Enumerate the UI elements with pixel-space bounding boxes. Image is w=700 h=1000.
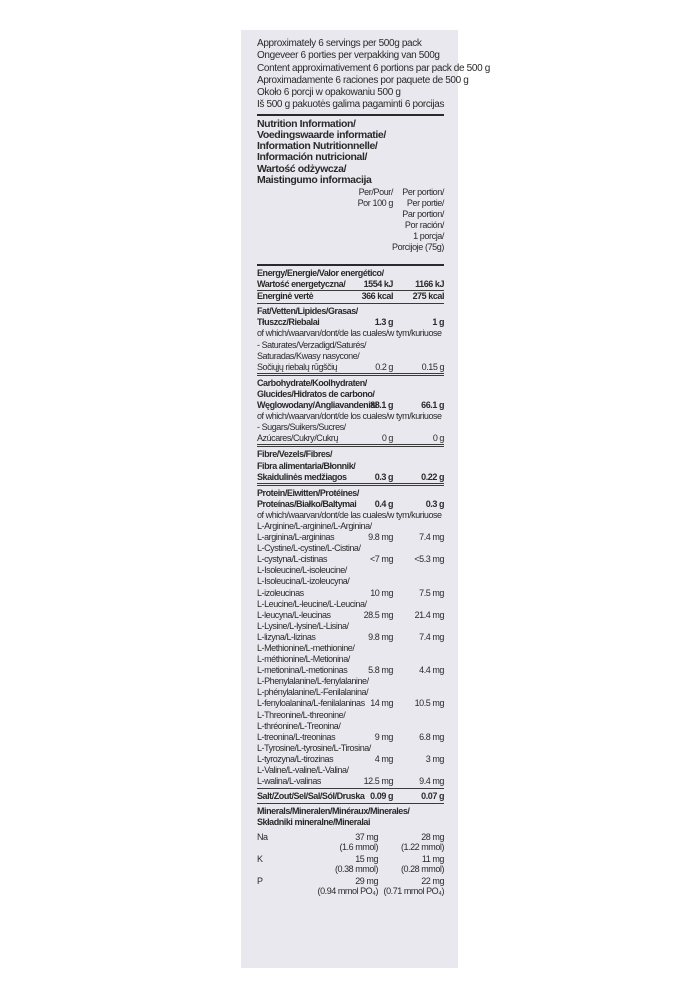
nutrient-label: of which/waarvan/dont/de las cuales/w tym/kuriuose [257, 509, 442, 520]
nutrient-label: Proteínas/Białko/Baltymai [257, 498, 357, 509]
nutrient-label: L-Arginine/L-arginine/L-Arginina/ [257, 520, 372, 531]
minerals-header-line: Minerals/Mineralen/Minéraux/Minerales/ [257, 806, 410, 817]
nutrient-row [257, 610, 444, 621]
nutrient-label: Glucides/Hidratos de carbono/ [257, 388, 375, 399]
per-portion-value: 7.5 mg [419, 587, 444, 598]
nutrient-label: - Saturates/Verzadigd/Saturés/ [257, 339, 367, 350]
nutrient-row [257, 532, 444, 543]
nutrient-row [257, 588, 444, 599]
nutrient-row [257, 698, 444, 709]
nutrient-label: Węglowodany/Angliavandeniai [257, 400, 377, 411]
nutrient-label: L-Isoleucina/L-izoleucyna/ [257, 576, 350, 587]
nutrient-row [257, 576, 444, 587]
nutrient-section [257, 303, 444, 375]
per-100g-value: 88.1 g [370, 400, 393, 411]
nutrient-label: of which/waarvan/dont/de los cuales/w tym/kuriuose [257, 411, 442, 422]
minerals-header-line: Składniki mineralne/Mineralai [257, 817, 370, 828]
per-portion-value: 22 mg [421, 875, 444, 886]
nutrient-row [257, 340, 444, 351]
per-100g-value: 0.09 g [370, 791, 393, 802]
minerals-section [257, 803, 444, 898]
nutrient-table [257, 264, 444, 803]
nutrient-row [257, 461, 444, 472]
per-100g-value: 28.5 mg [363, 609, 393, 620]
per-portion-mmol: (0.71 mmol PO₄) [383, 886, 444, 897]
nutrient-label: L-tyrozyna/L-tirozinas [257, 753, 334, 764]
servings-line: Content approximativement 6 portions par pack de 500 g [257, 62, 490, 74]
title-line: Nutrition Information/ [257, 117, 356, 130]
per-portion-value: 28 mg [421, 831, 444, 842]
per-100g-mmol: (1.6 mmol) [339, 842, 378, 853]
nutrient-row [257, 317, 444, 328]
mineral-row [257, 832, 444, 853]
nutrient-row [257, 721, 444, 732]
nutrient-label: Sočiųjų riebalų rūgščių [257, 362, 444, 374]
mineral-line [257, 854, 444, 865]
per-100g-value: 37 mg [355, 831, 378, 842]
nutrient-row [257, 389, 444, 400]
nutrient-section [257, 485, 444, 789]
nutrient-label: Fibre/Vezels/Fibres/ [257, 449, 333, 460]
nutrient-row [257, 665, 444, 676]
nutrient-section [257, 788, 444, 803]
per-100g-value: <7 mg [369, 554, 393, 565]
nutrient-row [257, 521, 444, 532]
per-100g-value: 4 mg [374, 753, 393, 764]
nutrient-label: L-Methionine/L-methionine/ [257, 643, 355, 653]
servings-line: Iš 500 g pakuotės galima pagaminti 6 porcijas [257, 99, 445, 111]
per-100g-value: 10 mg [370, 587, 393, 598]
nutrition-title [257, 119, 444, 186]
per-100g-value: 9.8 mg [368, 532, 393, 543]
per-portion-header [384, 187, 444, 253]
nutrient-row [257, 743, 444, 754]
mineral-line [257, 876, 444, 887]
per-portion-value: 66.1 g [421, 400, 444, 411]
per-portion-value: <5.3 mg [414, 554, 444, 565]
nutrient-label: L-walina/L-valinas [257, 776, 321, 787]
column-header-line: Por ración/ [404, 220, 444, 230]
nutrient-row [257, 433, 444, 445]
nutrient-row [257, 565, 444, 576]
per-portion-value: 0 g [382, 433, 444, 445]
per-100g-value: 29 mg [355, 875, 378, 886]
nutrient-row [257, 279, 444, 291]
nutrient-label: L-metionina/L-metioninas [257, 665, 348, 676]
mineral-label: P [257, 875, 263, 886]
nutrient-row [257, 632, 444, 643]
nutrient-row [257, 543, 444, 554]
nutrient-label: - Sugars/Suikers/Sucres/ [257, 422, 346, 433]
nutrient-section [257, 264, 444, 303]
nutrient-label: L-thréonine/L-Treonina/ [257, 720, 341, 731]
per-portion-value: 275 kcal [412, 291, 444, 302]
servings-line: Około 6 porcji w opakowaniu 500 g [257, 87, 401, 99]
column-headers [257, 186, 444, 264]
per-portion-value: 1 g [432, 317, 444, 328]
per-portion-mmol: (0.28 mmol) [400, 864, 444, 875]
nutrient-row [257, 776, 444, 787]
per-100g-mmol: (0.94 mmol PO₄) [317, 886, 378, 897]
nutrient-label: L-leucyna/L-leucinas [257, 609, 331, 620]
per-100g-value: 0.4 g [374, 498, 393, 509]
nutrient-row [257, 449, 444, 460]
mineral-line [257, 842, 444, 853]
per-portion-value: 7.4 mg [419, 631, 444, 642]
nutrient-label: L-Lysine/L-lysine/L-Lisina/ [257, 620, 349, 631]
nutrient-row [257, 643, 444, 654]
nutrient-row [257, 754, 444, 765]
nutrient-row [257, 378, 444, 389]
nutrient-row [257, 306, 444, 317]
per-100g-value: 0.3 g [347, 472, 393, 484]
nutrient-label: Tłuszcz/Riebalai [257, 317, 320, 328]
nutrient-label: L-izoleucinas [257, 587, 304, 598]
per-portion-value: 0.07 g [421, 791, 444, 802]
nutrient-row [257, 472, 444, 484]
nutrient-label: Energinė vertė [257, 291, 314, 302]
servings-block [257, 38, 490, 112]
per-portion-value: 9.4 mg [419, 776, 444, 787]
per-portion-value: 6.8 mg [419, 731, 444, 742]
per-portion-value: 21.4 mg [414, 609, 444, 620]
per-100g-value: 9 mg [374, 731, 393, 742]
title-line: Voedingswaarde informatie/ [257, 128, 386, 141]
per-portion-value: 3 mg [425, 753, 444, 764]
nutrient-label: L-arginina/L-argininas [257, 532, 335, 543]
nutrient-section [257, 375, 444, 447]
nutrient-label: Energy/Energie/Valor energético/ [257, 268, 384, 278]
nutrient-row [257, 732, 444, 743]
title-line: Maistingumo informacija [257, 173, 372, 186]
nutrient-label: Azúcares/Cukry/Cukrų [257, 433, 444, 445]
per-portion-value: 0.15 g [382, 362, 444, 374]
nutrient-row [257, 676, 444, 687]
column-header-line: 1 porcja/ [413, 231, 444, 241]
mineral-line [257, 832, 444, 843]
nutrient-row [257, 599, 444, 610]
nutrient-row [257, 411, 444, 422]
nutrient-label: L-Isoleucine/L-isoleucine/ [257, 565, 347, 576]
per-portion-value: 0.22 g [382, 472, 444, 484]
title-line: Information Nutritionnelle/ [257, 140, 378, 153]
nutrient-label: Wartość energetyczna/ [257, 279, 444, 291]
nutrient-label: L-Phenylalanine/L-fenylalanine/ [257, 676, 369, 687]
nutrient-row [257, 765, 444, 776]
mineral-row [257, 854, 444, 875]
nutrient-row [257, 710, 444, 721]
per-100g-mmol: (0.38 mmol) [334, 864, 378, 875]
nutrient-row [257, 554, 444, 565]
per-portion-value: 11 mg [421, 853, 444, 864]
nutrient-label: Saturadas/Kwasy nasycone/ [257, 350, 360, 361]
nutrient-label: Skaidulinės medžiagos [257, 472, 444, 484]
nutrient-label: L-Leucine/L-leucine/L-Leucina/ [257, 598, 367, 609]
nutrient-label: L-treonina/L-treoninas [257, 731, 336, 742]
nutrient-label: L-fenyloalanina/L-fenilalaninas [257, 698, 365, 709]
per-100g-value: 366 kcal [361, 291, 393, 302]
nutrient-row [257, 510, 444, 521]
nutrient-row [257, 488, 444, 499]
per-100g-value: 9.8 mg [368, 631, 393, 642]
nutrient-row [257, 400, 444, 411]
nutrient-row [257, 621, 444, 632]
per-100g-value: 0 g [347, 433, 393, 445]
mineral-row [257, 876, 444, 897]
column-header-line: Por 100 g [357, 198, 393, 208]
per-100g-value: 0.2 g [347, 362, 393, 374]
nutrient-label: of which/waarvan/dont/de las cuales/w tym/kuriuose [257, 328, 442, 339]
nutrient-section [257, 446, 444, 484]
nutrient-label: L-Cystine/L-cystine/L-Cistina/ [257, 543, 361, 554]
divider [257, 114, 444, 116]
column-header-line: Par portion/ [402, 209, 444, 219]
column-header-line: Per portie/ [406, 198, 444, 208]
nutrient-row [257, 687, 444, 698]
mineral-label: K [257, 853, 263, 864]
nutrient-label: Carbohydrate/Koolhydraten/ [257, 377, 367, 388]
servings-line: Aproximadamente 6 raciones por paquete de 500 g [257, 74, 469, 86]
servings-line: Approximately 6 servings per 500g pack [257, 38, 422, 49]
nutrient-label: L-phénylalanine/L-Fenilalanina/ [257, 687, 369, 698]
per-100g-value: 1554 kJ [347, 279, 393, 291]
nutrient-label: Salt/Zout/Sel/Sal/Sól/Druska [257, 791, 365, 802]
title-line: Información nutricional/ [257, 151, 367, 164]
title-line: Wartość odżywcza/ [257, 162, 347, 175]
nutrient-label: L-Tyrosine/L-tyrosine/L-Tirosina/ [257, 742, 371, 753]
nutrient-row [257, 268, 444, 279]
nutrient-row [257, 422, 444, 433]
nutrition-label-panel [241, 30, 490, 968]
nutrient-row [257, 362, 444, 374]
nutrient-label: L-méthionine/L-Metionina/ [257, 654, 350, 665]
nutrient-label: Protein/Eiwitten/Protéines/ [257, 487, 359, 498]
column-header-line: Per/Pour/ [358, 187, 393, 197]
column-header-line: Per portion/ [402, 187, 444, 197]
per-portion-value: 7.4 mg [419, 532, 444, 543]
nutrient-row [257, 328, 444, 339]
mineral-label: Na [257, 831, 268, 842]
mineral-line [257, 864, 444, 875]
nutrient-label: Fat/Vetten/Lipides/Grasas/ [257, 306, 358, 317]
nutrient-label: L-Valine/L-valine/L-Valina/ [257, 765, 349, 776]
per-100g-value: 1.3 g [374, 317, 393, 328]
per-portion-value: 4.4 mg [419, 665, 444, 676]
per-portion-value: 1166 kJ [382, 279, 444, 291]
nutrient-row [257, 791, 444, 802]
mineral-line [257, 886, 444, 897]
nutrient-label: L-lizyna/L-lizinas [257, 631, 316, 642]
nutrient-row [257, 291, 444, 302]
per-100g-value: 12.5 mg [363, 776, 393, 787]
nutrient-row [257, 351, 444, 362]
per-100g-value: 15 mg [355, 853, 378, 864]
nutrient-label: L-cystyna/L-cistinas [257, 554, 328, 565]
per-portion-value: 0.3 g [425, 498, 444, 509]
servings-line: Ongeveer 6 porties per verpakking van 500g [257, 50, 440, 62]
per-100g-value: 14 mg [370, 698, 393, 709]
nutrient-label: Fibra alimentaria/Błonnik/ [257, 460, 356, 471]
per-100g-value: 5.8 mg [368, 665, 393, 676]
nutrient-row [257, 654, 444, 665]
nutrient-row [257, 499, 444, 510]
nutrient-label: L-Threonine/L-threonine/ [257, 709, 346, 720]
per-portion-mmol: (1.22 mmol) [400, 842, 444, 853]
column-header-line: Porcijoje (75g) [391, 242, 444, 252]
per-portion-value: 10.5 mg [414, 698, 444, 709]
